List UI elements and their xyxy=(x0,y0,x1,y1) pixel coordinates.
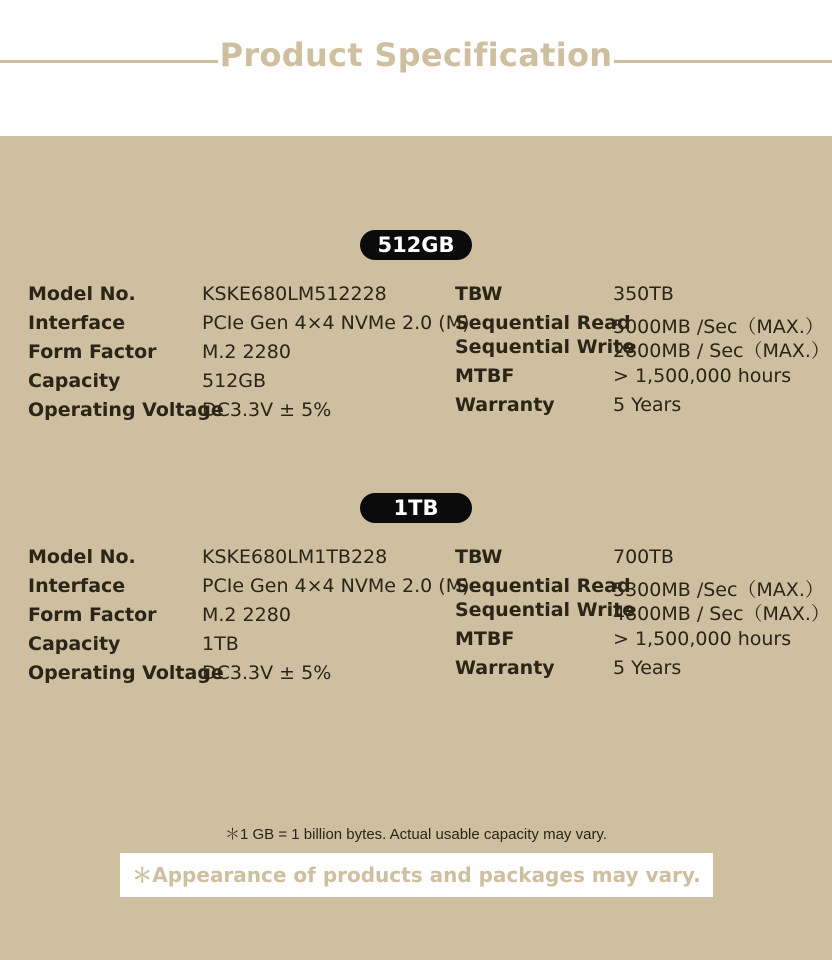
spec-label: MTBF xyxy=(455,628,515,650)
spec-label: Operating Voltage xyxy=(28,662,224,684)
spec-value: KSKE680LM512228 xyxy=(202,283,387,305)
header xyxy=(0,0,832,136)
spec-value: > 1,500,000 hours xyxy=(613,628,792,650)
spec-value: > 1,500,000 hours xyxy=(613,365,792,387)
spec-value: 700TB xyxy=(613,546,674,568)
spec-label: TBW xyxy=(455,546,503,568)
spec-label: Capacity xyxy=(28,370,121,392)
spec-value: 350TB xyxy=(613,283,674,305)
spec-value: M.2 2280 xyxy=(202,604,291,626)
spec-value: 5 Years xyxy=(613,657,682,679)
capacity-badge-512gb: 512GB xyxy=(360,230,472,260)
spec-value: PCIe Gen 4×4 NVMe 2.0 (M) xyxy=(202,312,470,334)
spec-value: DC3.3V ± 5% xyxy=(202,662,332,684)
spec-label: Form Factor xyxy=(28,604,157,626)
spec-value: M.2 2280 xyxy=(202,341,291,363)
spec-label: Sequential Read xyxy=(455,575,631,597)
spec-value: DC3.3V ± 5% xyxy=(202,399,332,421)
capacity-badge-1tb: 1TB xyxy=(360,493,472,523)
spec-value: 512GB xyxy=(202,370,267,392)
spec-value: PCIe Gen 4×4 NVMe 2.0 (M) xyxy=(202,575,470,597)
spec-label: Interface xyxy=(28,312,126,334)
spec-label: MTBF xyxy=(455,365,515,387)
spec-value: 5000MB /Sec（MAX.） xyxy=(613,316,824,338)
spec-value: 2800MB / Sec（MAX.） xyxy=(613,340,830,362)
spec-label: Warranty xyxy=(455,657,555,679)
spec-label: TBW xyxy=(455,283,503,305)
spec-label: Model No. xyxy=(28,546,136,568)
spec-label: Sequential Write xyxy=(455,599,636,621)
spec-value: 4800MB / Sec（MAX.） xyxy=(613,603,830,625)
spec-label: Model No. xyxy=(28,283,136,305)
spec-value: 5300MB /Sec（MAX.） xyxy=(613,579,824,601)
spec-value: 1TB xyxy=(202,633,239,655)
spec-label: Warranty xyxy=(455,394,555,416)
spec-label: Interface xyxy=(28,575,126,597)
header-divider-right xyxy=(614,60,832,63)
spec-label: Sequential Write xyxy=(455,336,636,358)
spec-label: Capacity xyxy=(28,633,121,655)
spec-label: Sequential Read xyxy=(455,312,631,334)
spec-value: 5 Years xyxy=(613,394,682,416)
spec-label: Form Factor xyxy=(28,341,157,363)
spec-value: KSKE680LM1TB228 xyxy=(202,546,388,568)
spec-label: Operating Voltage xyxy=(28,399,224,421)
page-title: Product Specification xyxy=(219,36,613,74)
capacity-footnote: ＊1 GB = 1 billion bytes. Actual usable capacity may vary. xyxy=(225,826,607,843)
appearance-notice: ＊Appearance of products and packages may vary. xyxy=(120,853,713,897)
